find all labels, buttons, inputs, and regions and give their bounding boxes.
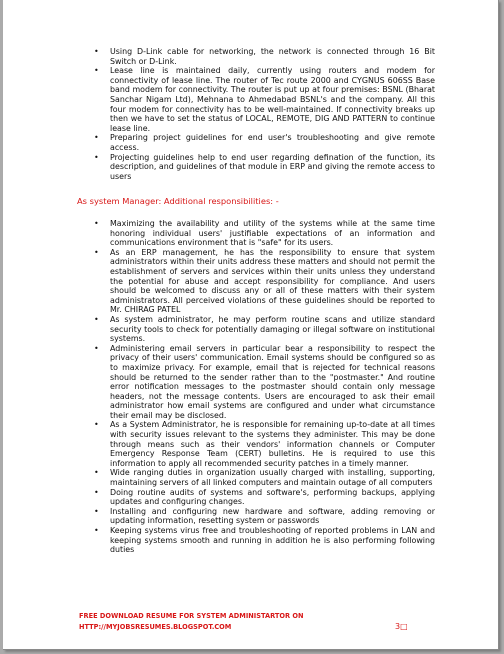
list-item-text: Lease line is maintained daily, currently using routers and modem for connectivity of lease line. The router of Tec route 2000 and CYGNUS 606SS Base band modem for connectivity. The router is put up at four premises: BSNL (Bharat Sanchar Nigam Ltd), Mehnana to Ahmedabad BSNL's and the company. All this four modem for connectivity has to be well-maintained. If connectivity breaks up then we have to set the status of LOCAL, REMOTE, DIG AND PATTERN to continue lease line. [110, 66, 435, 133]
bullet-icon: • [94, 47, 99, 56]
bullet-icon: • [94, 468, 99, 478]
bullet-icon: • [94, 420, 99, 430]
list-item-text: Projecting guidelines help to end user regarding defination of the function, its description, and guidelines of that module in ERP and giving the remote access to users [110, 152, 435, 181]
list-item-text: Preparing project guidelines for end user's troubleshooting and give remote access. [110, 133, 435, 152]
list-item-text: As a System Administrator, he is responsible for remaining up-to-date at all times with security issues relevant to the systems they administer. This may be done through means such as their vendors' information channels or Computer Emergency Response Team (CERT) bulletins. He is required to use this information to apply all recommended security patches in a timely manner. [110, 420, 435, 468]
list-item-text: Administering email servers in particular bear a responsibility to respect the privacy of their users' communication. Email systems should be configured so as to maximize privacy. For example, email that is rejected for technical reasons should be returned to the sender rather than to the "postmaster." And routine error notification messages to the postmaster should contain only message headers, not the message contents. Users are encouraged to ask their email administrator how email systems are configured and under what circumstance their email may be disclosed. [110, 343, 435, 420]
list-item [3, 488, 498, 507]
list-item [3, 133, 498, 152]
footer-promo-text: FREE DOWNLOAD RESUME FOR SYSTEM ADMINISTARTOR ON [79, 612, 304, 620]
list-item-text: As system administrator, he may perform routine scans and utilize standard security tools to check for potentially damaging or illegal software on institutional systems. [110, 314, 435, 344]
bullet-icon: • [94, 526, 99, 535]
list-item [3, 219, 498, 248]
section-heading: As system Manager: Additional responsibilities: - [77, 196, 279, 206]
list-item [3, 420, 498, 468]
list-item-text: Maximizing the availability and utility of the systems while at the same time honoring individual users' justifiable expectations of an information and communications environment that is "safe" for its users. [110, 219, 435, 248]
list-item [3, 153, 498, 182]
list-item-text: Wide ranging duties in organization usually charged with installing, supporting, maintaining servers of all linked computers and maintain outage of all computers [110, 468, 435, 488]
list-item-text: Keeping systems virus free and troubleshooting of reported problems in LAN and keeping systems smooth and running in addition he is also performing following duties [110, 526, 435, 555]
responsibilities-list [3, 219, 498, 555]
bullet-icon: • [94, 314, 99, 324]
bullet-icon: • [94, 487, 99, 497]
skills-list [3, 47, 498, 181]
footer-link[interactable]: HTTP://MYJOBSRESUMES.BLOGSPOT.COM [79, 623, 232, 631]
list-item [3, 66, 498, 133]
bullet-icon: • [94, 506, 99, 516]
list-item [3, 526, 498, 555]
list-item [3, 47, 498, 66]
list-item [3, 315, 498, 344]
list-item [3, 507, 498, 526]
list-item [3, 248, 498, 315]
list-item-text: As an ERP management, he has the responsibility to ensure that system administrators within their units address these matters and should not permit the establishment of servers and services within their units unless they understand the potential for abuse and accept responsibility for compliance. And users should be welcomed to discuss any or all of these matters with their system administrators. All perceived violations of these guidelines should be reported to Mr. CHIRAG PATEL [110, 247, 435, 315]
list-item [3, 468, 498, 487]
page-number: 3□ [395, 622, 408, 631]
bullet-icon: • [94, 247, 99, 257]
list-item-text: Installing and configuring new hardware and software, adding removing or updating information, resetting system or passwords [110, 506, 435, 526]
list-item-text: Doing routine audits of systems and software's, performing backups, applying updates and configuring changes. [110, 487, 435, 507]
document-page [3, 0, 499, 650]
bullet-icon: • [94, 66, 99, 76]
bullet-icon: • [94, 343, 99, 353]
bullet-icon: • [94, 133, 99, 143]
bullet-icon: • [94, 219, 99, 228]
list-item [3, 344, 498, 421]
bullet-icon: • [94, 152, 99, 162]
list-item-text: Using D-Link cable for networking, the network is connected through 16 Bit Switch or D-Link. [110, 47, 435, 66]
